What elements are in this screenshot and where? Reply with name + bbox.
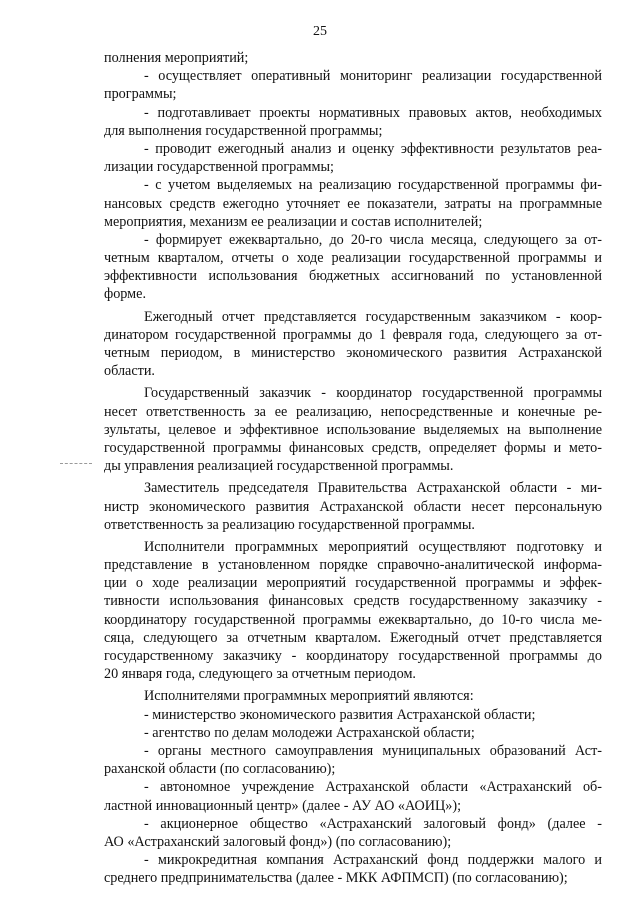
text-line: - подготавливает проекты нормативных правовых актов, необходимых (144, 104, 602, 121)
document-body (104, 49, 602, 887)
text-line: - акционерное общество «Астраханский залоговый фонд» (далее - (144, 815, 602, 832)
text-line: раханской области (по согласованию); (104, 761, 336, 778)
text-line: полнения мероприятий; (104, 50, 249, 66)
text-line: - проводит ежегодный анализ и оценку эффективности результатов реа- (144, 140, 602, 157)
text-line: представление в установленном порядке справочно-аналитической информа- (104, 557, 602, 574)
text-line: для выполнения государственной программы; (104, 122, 383, 139)
text-line: области. (104, 363, 155, 380)
text-line: лизации государственной программы; (104, 159, 334, 176)
text-line: Ежегодный отчет представляется государственным заказчиком - коор- (144, 308, 602, 325)
paragraph (104, 742, 602, 778)
paragraph (104, 384, 602, 475)
paragraph (104, 724, 602, 742)
text-line: динатором государственной программы до 1 февраля года, следующего за от- (104, 326, 602, 343)
paragraph (104, 706, 602, 724)
text-line: государственной программы финансовых средств, определяет формы и мето- (104, 439, 602, 456)
text-line: - автономное учреждение Астраханской области «Астраханский об- (144, 779, 602, 796)
text-line: нансовых средств ежегодно уточняет ее показатели, затраты на программные (104, 195, 602, 212)
paragraph (104, 67, 602, 103)
text-line: программы; (104, 86, 177, 103)
text-line: координатору государственной программы ежеквартально, до 10-го числа ме- (104, 611, 602, 628)
text-line: государственному заказчику - координатору государственной программы до (104, 648, 602, 664)
paragraph (104, 851, 602, 887)
text-line: - формирует ежеквартально, до 20-го числа месяца, следующего за от- (144, 231, 602, 248)
text-line: ластной инновационный центр» (далее - АУ АО «АОИЦ»); (104, 797, 462, 814)
paragraph (104, 308, 602, 381)
text-line: эффективности использования бюджетных ассигнований по установленной (104, 268, 602, 285)
margin-mark (60, 463, 92, 464)
text-line: - микрокредитная компания Астраханский фонд поддержки малого и (144, 852, 602, 869)
paragraph (104, 687, 602, 705)
text-line: Исполнителями программных мероприятий являются: (144, 688, 474, 705)
text-line: четным периодом, в министерство экономического развития Астраханской (104, 345, 602, 361)
text-line: тивности использования финансовых средств государственному заказчику - (104, 593, 602, 610)
paragraph (104, 479, 602, 534)
text-line: ции о ходе реализации мероприятий государственной программы и эффек- (104, 575, 602, 592)
text-line: - министерство экономического развития Астраханской области; (144, 706, 536, 723)
text-line: сяца, следующего за отчетным кварталом. Ежегодный отчет представляется (104, 629, 602, 646)
paragraph (104, 104, 602, 140)
text-line: мероприятия, механизм ее реализации и состав исполнителей; (104, 213, 483, 230)
text-line: нистр экономического развития Астраханской области несет персональную (104, 498, 602, 515)
paragraph (104, 140, 602, 176)
paragraph (104, 778, 602, 814)
text-line: ды управления реализацией государственной программы. (104, 458, 454, 475)
text-line: - с учетом выделяемых на реализацию государственной программы фи- (144, 177, 602, 194)
paragraph (104, 49, 602, 67)
page-number: 25 (313, 24, 327, 39)
text-line: Заместитель председателя Правительства Астраханской области - ми- (144, 480, 602, 497)
text-line: - агентство по делам молодежи Астраханской области; (144, 724, 475, 741)
paragraph (104, 176, 602, 231)
paragraph (104, 231, 602, 304)
paragraph (104, 538, 602, 684)
text-line: - осуществляет оперативный мониторинг реализации государственной (144, 68, 602, 85)
text-line: четным кварталом, отчеты о ходе реализации государственной программы и (104, 250, 602, 267)
text-line: - органы местного самоуправления муниципальных образований Аст- (144, 742, 602, 759)
text-line: несет ответственность за ее реализацию, непосредственные и конечные ре- (104, 403, 602, 420)
text-line: ответственность за реализацию государственной программы. (104, 516, 475, 533)
text-line: зультаты, целевое и эффективное использование выделяемых на выполнение (104, 421, 602, 438)
text-line: 20 января года, следующего за отчетным периодом. (104, 666, 416, 683)
text-line: Государственный заказчик - координатор государственной программы (144, 385, 602, 402)
paragraph (104, 815, 602, 851)
text-line: среднего предпринимательства (далее - МКК АФПМСП) (по согласованию); (104, 870, 568, 887)
text-line: форме. (104, 286, 146, 303)
text-line: АО «Астраханский залоговый фонд») (по согласованию); (104, 833, 452, 850)
text-line: Исполнители программных мероприятий осуществляют подготовку и (144, 538, 602, 555)
